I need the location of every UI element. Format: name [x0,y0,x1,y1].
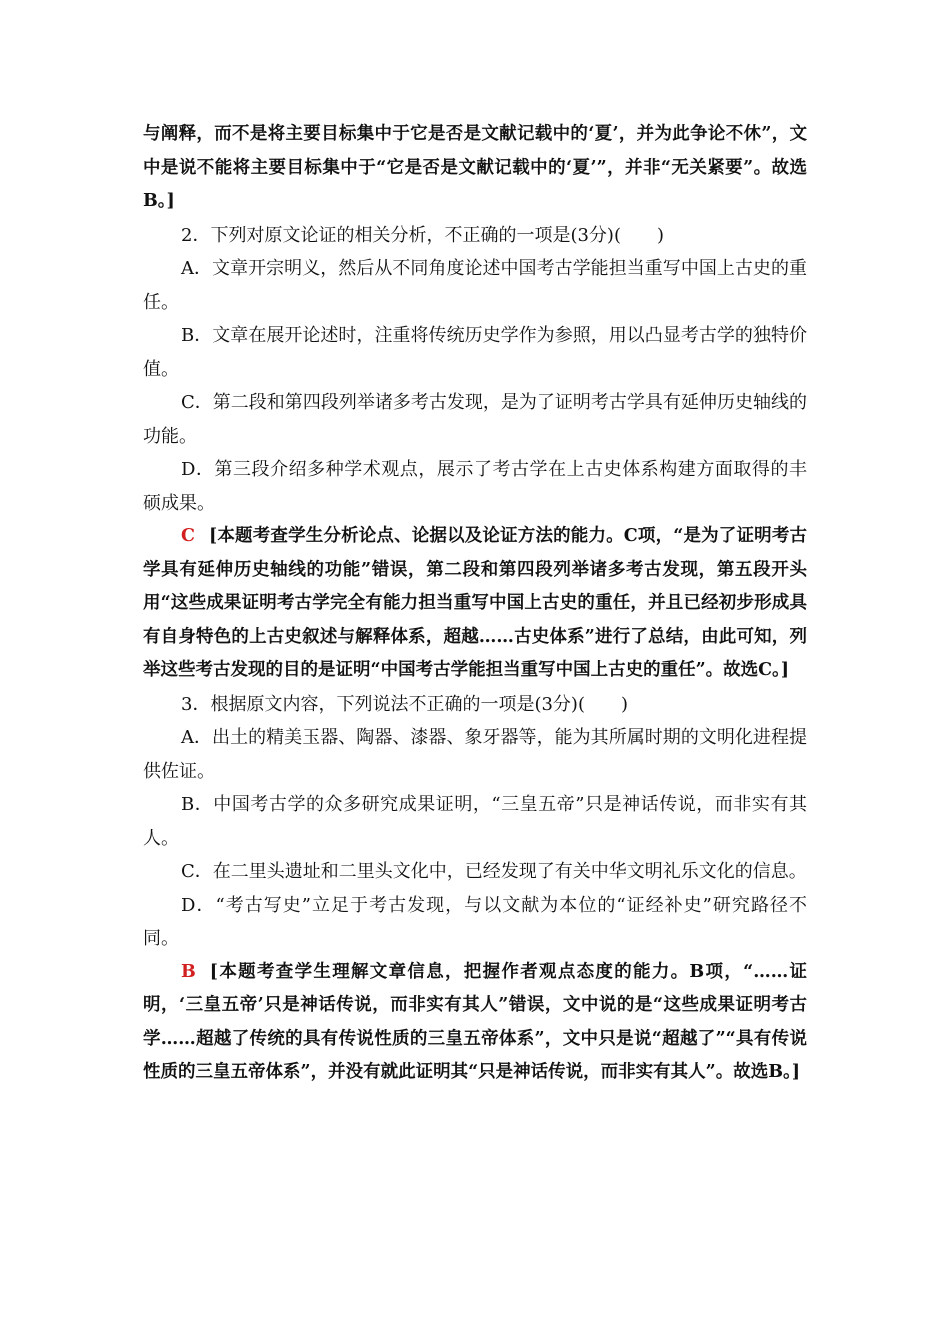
q3-answer-letter: B [181,961,196,982]
q2-option-a: A．文章开宗明义，然后从不同角度论述中国考古学能担当重写中国上古史的重任。 [143,258,807,313]
q2-stem: 2．下列对原文论证的相关分析，不正确的一项是(3分)( ) [181,224,664,246]
q3-stem: 3．根据原文内容，下列说法不正确的一项是(3分)( ) [181,693,628,715]
page-content [143,118,807,1090]
q2-option-b: B．文章在展开论述时，注重将传统历史学作为参照，用以凸显考古学的独特价值。 [143,325,807,380]
q3-option-c: C．在二里头遗址和二里头文化中，已经发现了有关中华文明礼乐文化的信息。 [181,861,807,882]
q3-explanation: [本题考查学生理解文章信息，把握作者观点态度的能力。B项，“……证明，‘三皇五帝’只是神话传说，而非实有其人”错误，文中说的是“这些成果证明考古学……超越了传统的具有传说性质的三皇五帝体系”，文中只是说“超越了”“具有传说性质的三皇五帝体系”，并没有就此证明其“只是神话传说，而非实有其人”。故选B。] [143,961,807,1082]
q3-answer-block [143,956,807,1090]
q2-option-d: D．第三段介绍多种学术观点，展示了考古学在上古史体系构建方面取得的丰硕成果。 [143,459,807,514]
q3-option-d: D．“考古写史”立足于考古发现，与以文献为本位的“证经补史”研究路径不同。 [143,894,807,949]
q2-option-c: C．第二段和第四段列举诸多考古发现，是为了证明考古学具有延伸历史轴线的功能。 [143,392,807,447]
q3-option-a: A．出土的精美玉器、陶器、漆器、象牙器等，能为其所属时期的文明化进程提供佐证。 [143,727,807,782]
q2-answer-block [143,520,807,688]
q3-option-b: B．中国考古学的众多研究成果证明，“三皇五帝”只是神话传说，而非实有其人。 [143,794,807,849]
q1-explanation-tail: 与阐释，而不是将主要目标集中于它是否是文献记载中的‘夏’，并为此争论不休”，文中是说不能将主要目标集中于“它是否是文献记载中的‘夏’”，并非“无关紧要”。故选B。] [143,124,807,211]
q2-explanation: [本题考查学生分析论点、论据以及论证方法的能力。C项，“是为了证明考古学具有延伸历史轴线的功能”错误，第二段和第四段列举诸多考古发现，第五段开头用“这些成果证明考古学完全有能力担当重写中国上古史的重任，并且已经初步形成具有自身特色的上古史叙述与解释体系，超越……古史体系”进行了总结，由此可知，列举这些考古发现的目的是证明“中国考古学能担当重写中国上古史的重任”。故选C。] [143,526,807,680]
q2-answer-letter: C [181,526,195,546]
